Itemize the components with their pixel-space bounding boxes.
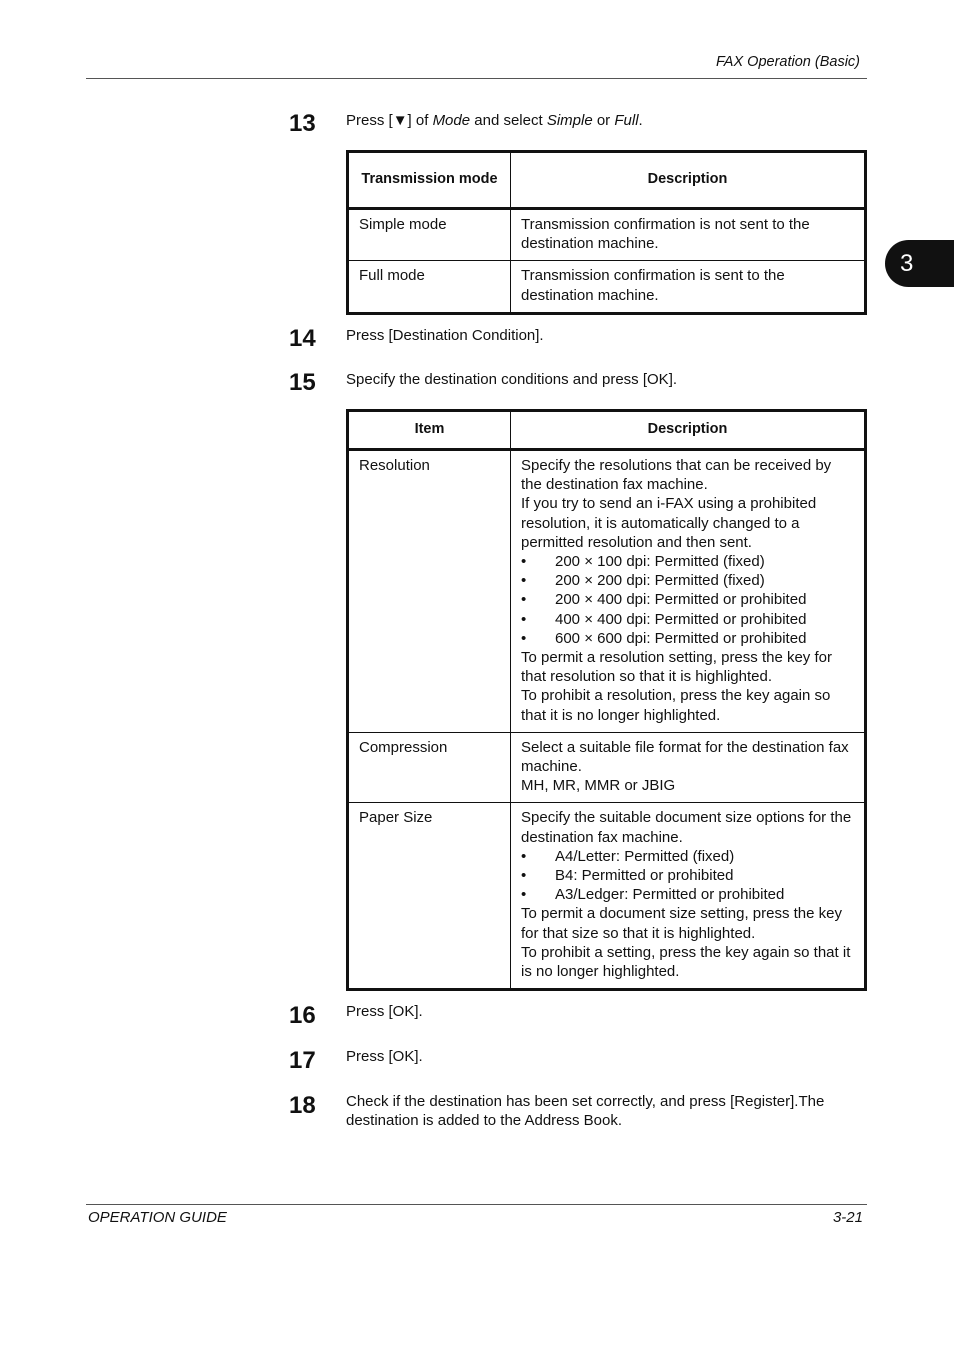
table-header-description: Description [511,152,866,209]
table-row [348,209,866,261]
step-text-16: Press [OK]. [346,1003,423,1020]
table-cell-item: Paper Size [348,803,511,990]
table-row-resolution [348,450,866,733]
header-rule [86,78,867,79]
transmission-mode-table [346,150,867,315]
step-number-18: 18 [289,1092,316,1119]
list-item: • A3/Ledger: Permitted or prohibited [521,885,854,904]
step-text-17: Press [OK]. [346,1048,423,1065]
table-cell-description [511,803,866,990]
step-text-part: and select [470,112,547,129]
paragraph: To prohibit a resolution, press the key again so that it is no longer highlighted. [521,687,831,724]
table-header-item: Item [348,411,511,450]
table-row [348,261,866,313]
list-item: • 200 × 200 dpi: Permitted (fixed) [521,571,854,590]
chapter-tab [885,240,954,287]
running-header-title: FAX Operation (Basic) [716,54,860,70]
table-cell-description [511,450,866,733]
table-cell-mode: Simple mode [348,209,511,261]
table-cell-mode: Full mode [348,261,511,313]
step-number-17: 17 [289,1047,316,1074]
table-cell-description: Transmission confirmation is sent to the destination machine. [511,261,866,313]
chapter-number: 3 [900,249,914,277]
step-number-16: 16 [289,1002,316,1029]
step-text-13 [346,111,866,130]
down-arrow-icon: ▼ [392,112,408,129]
paragraph: To permit a resolution setting, press the key for that resolution so that it is highlighted. [521,649,832,686]
footer-guide-title: OPERATION GUIDE [88,1209,227,1226]
table-row-paper-size [348,803,866,990]
paragraph: Specify the suitable document size options for the destination fax machine. [521,809,852,846]
step-text-part: ] of [407,112,433,129]
destination-conditions-table [346,409,867,991]
step-text-14: Press [Destination Condition]. [346,327,544,344]
paragraph: Select a suitable file format for the destination fax machine. [521,738,849,776]
table-header-transmission-mode: Transmission mode [348,152,511,209]
footer-rule [86,1204,867,1205]
step-text-part: Press [ [346,112,393,129]
table-header-description: Description [511,411,866,450]
paragraph: To prohibit a setting, press the key again so that it is no longer highlighted. [521,943,851,981]
paragraph: To permit a document size setting, press the key for that size so that it is highlighted. [521,905,842,942]
table-cell-description: Transmission confirmation is not sent to the destination machine. [511,209,866,261]
full-term: Full [614,112,639,129]
step-number-13: 13 [289,110,316,137]
simple-term: Simple [546,112,593,129]
step-text-part: or [592,112,615,129]
mode-term: Mode [432,112,471,129]
list-item: • 200 × 400 dpi: Permitted or prohibited [521,590,854,609]
step-text-18: Check if the destination has been set correctly, and press [Register].The destination is added to the Address Book. [346,1093,825,1129]
list-item: • 400 × 400 dpi: Permitted or prohibited [521,610,854,629]
table-cell-description [511,732,866,803]
step-text-part: . [638,112,643,129]
table-cell-item: Compression [348,732,511,803]
list-item: • 600 × 600 dpi: Permitted or prohibited [521,629,854,648]
table-row-compression [348,732,866,803]
paragraph: MH, MR, MMR or JBIG [521,777,676,795]
step-text-15: Specify the destination conditions and press [OK]. [346,371,678,388]
paragraph: Specify the resolutions that can be received by the destination fax machine. [521,457,832,494]
paragraph: If you try to send an i-FAX using a prohibited resolution, it is automatically changed to a permitted resolution and then sent. [521,495,817,551]
list-item: • A4/Letter: Permitted (fixed) [521,847,854,866]
footer-page-number: 3-21 [832,1209,863,1226]
step-number-14: 14 [289,325,316,352]
list-item: • B4: Permitted or prohibited [521,866,854,885]
step-number-15: 15 [289,369,316,396]
list-item: • 200 × 100 dpi: Permitted (fixed) [521,552,854,571]
table-cell-item: Resolution [348,450,511,733]
